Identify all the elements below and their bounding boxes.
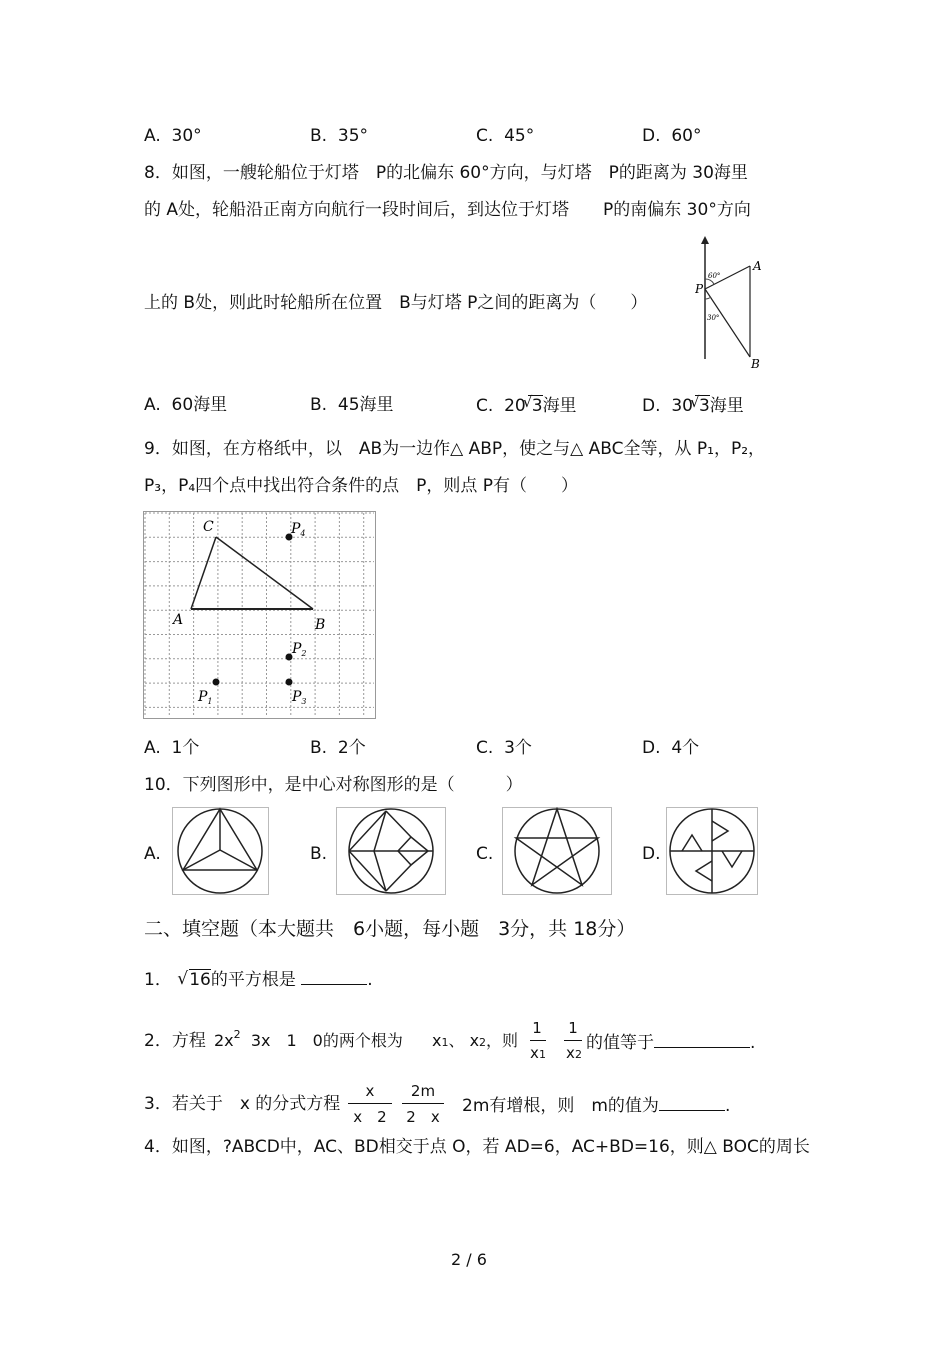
label-p1: $P_1$ — [198, 689, 213, 706]
label-p2: $P_2$ — [292, 641, 307, 658]
fill-2-tail: 的值等于 . — [586, 1033, 756, 1053]
q8-line-2: 的 A处，轮船沿正南方向航行一段时间后，到达位于灯塔 P的南偏东 30°方向 — [144, 200, 751, 220]
answer-blank-1[interactable] — [301, 968, 367, 985]
answer-blank-2[interactable] — [654, 1031, 750, 1048]
sqrt-icon: √ 3 — [689, 393, 710, 416]
q8-lighthouse-figure — [695, 234, 775, 374]
q8-option-a: A. 60海里 — [144, 395, 228, 415]
q8-line-1: 8．如图，一艘轮船位于灯塔 P的北偏东 60°方向，与灯塔 P的距离为 30海里 — [144, 163, 748, 183]
q9-grid-figure — [143, 511, 376, 719]
circle-diameter-zigzag-icon — [336, 807, 446, 895]
q8-option-b: B. 45海里 — [310, 395, 394, 415]
circle-pentagram-icon — [502, 807, 612, 895]
sqrt-icon: √ 16 — [177, 969, 211, 990]
q9-line-1: 9．如图，在方格纸中，以 AB为一边作△ ABP，使之与△ ABC全等，从 P₁，P₂， — [144, 439, 766, 459]
fill-3-lead: 3．若关于 x 的分式方程 — [144, 1094, 341, 1114]
point-a-label: A — [753, 259, 762, 273]
q9-option-c: C. 3个 — [476, 738, 532, 758]
label-a: A — [173, 612, 184, 628]
angle-60-label: 60° — [708, 272, 721, 280]
fill-2-lead: 2．方程 — [144, 1031, 206, 1051]
answer-blank-3[interactable] — [659, 1094, 725, 1111]
circle-inscribed-triangle-icon — [172, 807, 269, 895]
segment-pb — [705, 289, 750, 357]
q7-option-d: D. 60° — [642, 126, 702, 146]
circle-swastika-like-icon — [666, 807, 758, 895]
point-b-label: B — [751, 357, 760, 371]
q9-option-a: A. 1个 — [144, 738, 200, 758]
q8-option-c: C. 20 √ 3海里 — [476, 393, 577, 416]
q10-option-b-letter: B. — [310, 844, 328, 864]
point-p3 — [286, 679, 293, 686]
fill-3-tail: 2m有增根，则 m的值为 . — [462, 1096, 731, 1116]
q7-option-c: C. 45° — [476, 126, 535, 146]
page-number: 2 / 6 — [451, 1250, 487, 1269]
fill-4: 4．如图，?ABCD中，AC、BD相交于点 O，若 AD=6，AC+BD=16，则△ BOC的周长 — [144, 1137, 810, 1157]
label-p3: $P_3$ — [292, 689, 307, 706]
point-p1 — [213, 679, 220, 686]
section-2-title: 二、填空题（本大题共 6小题，每小题 3分，共 18分） — [144, 918, 636, 940]
angle-arc-bottom — [705, 297, 711, 299]
label-b: B — [315, 617, 326, 633]
q7-option-a: A. 30° — [144, 126, 202, 146]
q9-option-b: B. 2个 — [310, 738, 366, 758]
label-c: C — [203, 519, 214, 535]
q9-line-2: P₃，P₄四个点中找出符合条件的点 P，则点 P有（ ） — [144, 476, 579, 496]
q9-option-d: D. 4个 — [642, 738, 700, 758]
q7-option-b: B. 35° — [310, 126, 369, 146]
fill-2-equation: $2x^2$ 3x 1 0的两个根为 — [214, 1028, 403, 1050]
north-arrow-icon — [701, 236, 709, 244]
point-p-label: P — [695, 282, 704, 296]
angle-30-label: 30° — [707, 314, 720, 322]
q10-line-1: 10．下列图形中，是中心对称图形的是（ ） — [144, 775, 523, 795]
fill-1: 1． √ 16的平方根是 . — [144, 969, 373, 990]
label-p4: $P_4$ — [291, 521, 306, 538]
q10-option-c-letter: C. — [476, 844, 494, 864]
fill-2-roots: x1、 x2，则 — [432, 1031, 519, 1050]
q10-option-d-letter: D. — [642, 844, 661, 864]
q8-line-3: 上的 B处，则此时轮船所在位置 B与灯塔 P之间的距离为（ ） — [144, 293, 648, 313]
sqrt-icon: √ 3 — [522, 393, 543, 416]
q10-option-a-letter: A. — [144, 844, 161, 864]
q8-option-d: D. 30 √ 3海里 — [642, 393, 744, 416]
